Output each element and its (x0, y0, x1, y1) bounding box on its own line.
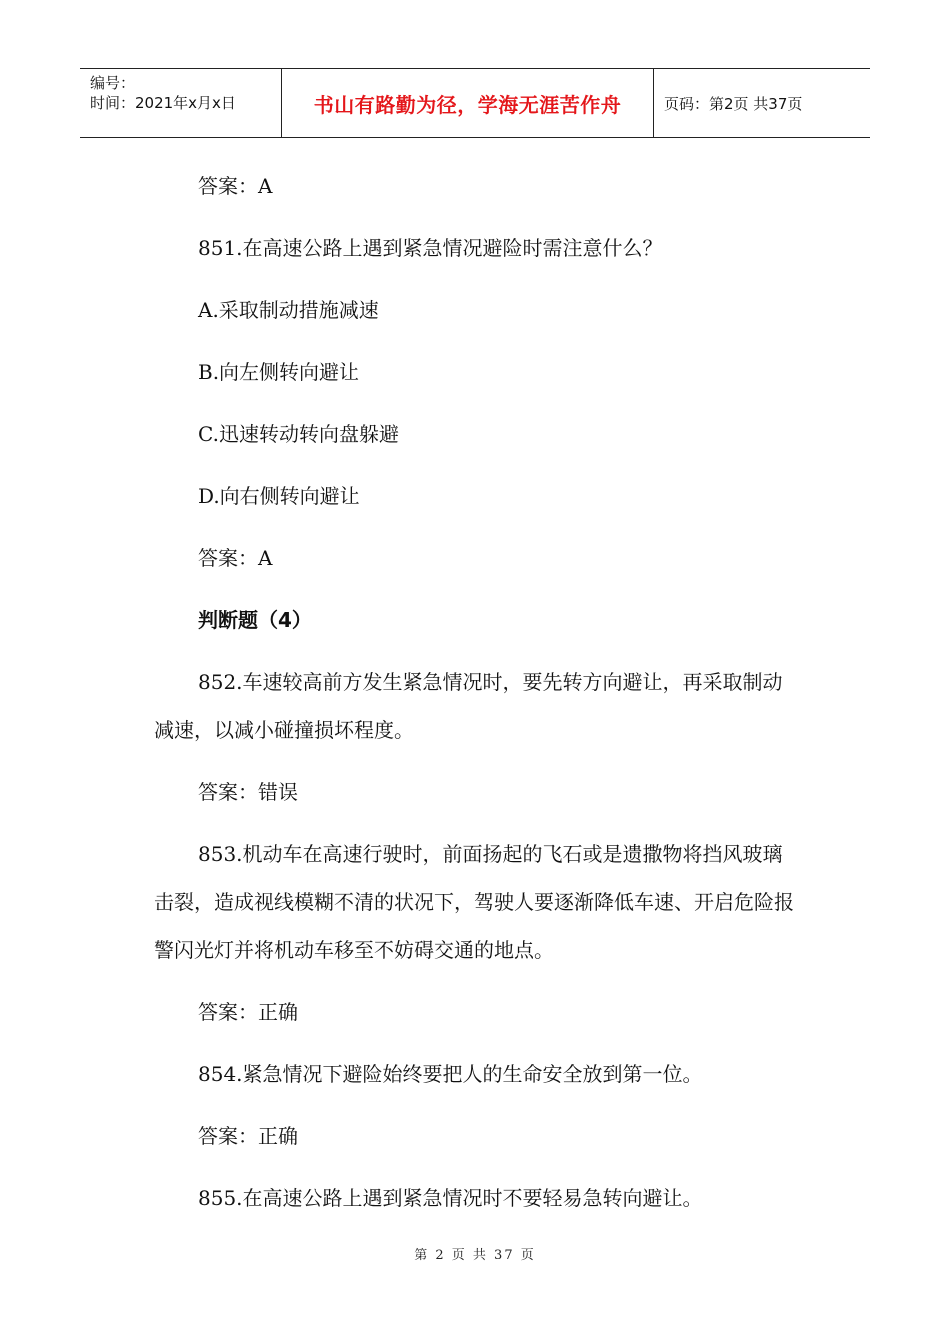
document-body (154, 162, 794, 1236)
header-page-info: 页码：第2页 共37页 (664, 94, 803, 113)
section-heading: 判断题（4） (198, 608, 312, 632)
content-paragraph: 答案：A (198, 546, 273, 570)
content-paragraph: 答案：正确 (198, 1124, 298, 1148)
content-paragraph: 854.紧急情况下避险始终要把人的生命安全放到第一位。 (198, 1062, 703, 1086)
header-motto: 书山有路勤为径，学海无涯苦作舟 (282, 69, 654, 137)
content-paragraph: 851.在高速公路上遇到紧急情况避险时需注意什么？ (198, 236, 663, 260)
content-paragraph: 答案：错误 (198, 780, 298, 804)
content-paragraph: 答案：A (198, 174, 273, 198)
header-meta-cell (80, 69, 282, 137)
content-paragraph: C.迅速转动转向盘躲避 (198, 422, 399, 446)
content-paragraph: 855.在高速公路上遇到紧急情况时不要轻易急转向避让。 (198, 1186, 703, 1210)
content-paragraph: 853.机动车在高速行驶时，前面扬起的飞石或是遗撒物将挡风玻璃击裂，造成视线模糊不清的状况下，驾驶人要逐渐降低车速、开启危险报警闪光灯并将机动车移至不妨碍交通的地点。 (154, 842, 794, 962)
content-paragraph: D.向右侧转向避让 (198, 484, 360, 508)
document-date: 时间：2021年x月x日 (90, 94, 236, 112)
content-paragraph: B.向左侧转向避让 (198, 360, 360, 384)
document-header (80, 68, 870, 138)
content-paragraph: 答案：正确 (198, 1000, 298, 1024)
content-paragraph: A.采取制动措施减速 (198, 298, 379, 322)
page-footer: 第 2 页 共 37 页 (414, 1248, 536, 1263)
document-number-label: 编号： (90, 74, 136, 92)
content-paragraph: 852.车速较高前方发生紧急情况时，要先转方向避让，再采取制动减速，以减小碰撞损坏程度。 (154, 670, 783, 742)
